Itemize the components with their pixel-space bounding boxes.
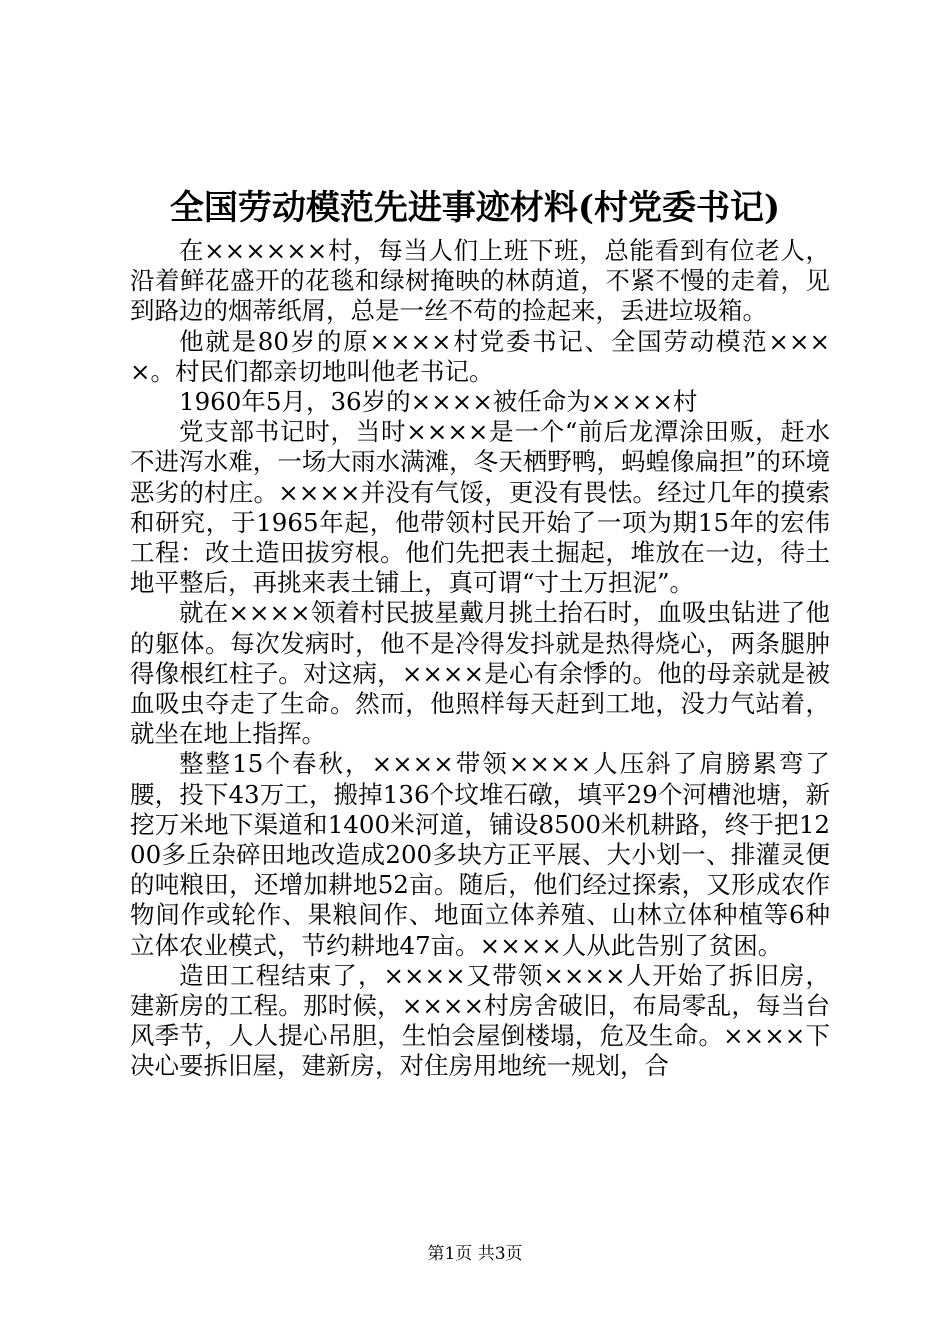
page-number: 第1页 共3页 [427,1244,523,1264]
paragraph: 整整15个春秋，××××带领××××人压斜了肩膀累弯了腰，投下43万工，搬掉136个坟堆石礅，填平29个河槽池塘，新挖万米地下渠道和1400米河道，铺设8500米机耕路，终于把1200多丘杂碎田地改造成200多块方正平展、大小划一、排灌灵便的吨粮田，还增加耕地52亩。随后，他们经过探索，又形成农作物间作或轮作、果粮间作、地面立体养殖、山林立体种植等6种立体农业模式，节约耕地47亩。××××人从此告别了贫困。 [130,749,830,960]
document-title: 全国劳动模范先进事迹材料(村党委书记) [169,188,781,228]
paragraph: 他就是80岁的原××××村党委书记、全国劳动模范××××。村民们都亲切地叫他老书记。 [130,326,830,386]
paragraph: 造田工程结束了，××××又带领××××人开始了拆旧房，建新房的工程。那时候，××××村房舍破旧，布局零乱，每当台风季节，人人提心吊胆，生怕会屋倒楼塌，危及生命。××××下决心要拆旧屋，建新房，对住房用地统一规划，合 [130,960,830,1081]
paragraph: 党支部书记时，当时××××是一个“前后龙潭涂田贩，赶水不进泻水难，一场大雨水满滩，冬天栖野鸭，蚂蝗像扁担”的环境恶劣的村庄。××××并没有气馁，更没有畏怯。经过几年的摸索和研究，于1965年起，他带领村民开始了一项为期15年的宏伟工程：改土造田拔穷根。他们先把表土掘起，堆放在一边，待土地平整后，再挑来表土铺上，真可谓“寸土万担泥”。 [130,417,830,598]
paragraph: 在××××××村，每当人们上班下班，总能看到有位老人，沿着鲜花盛开的花毯和绿树掩映的林荫道，不紧不慢的走着，见到路边的烟蒂纸屑，总是一丝不苟的捡起来，丢进垃圾箱。 [130,236,830,326]
paragraph: 就在××××领着村民披星戴月挑土抬石时，血吸虫钻进了他的躯体。每次发病时，他不是冷得发抖就是热得烧心，两条腿肿得像根红柱子。对这病，××××是心有余悸的。他的母亲就是被血吸虫夺走了生命。然而，他照样每天赶到工地，没力气站着，就坐在地上指挥。 [130,598,830,749]
document-body [130,236,830,1082]
paragraph: 1960年5月，36岁的××××被任命为××××村 [179,387,698,417]
